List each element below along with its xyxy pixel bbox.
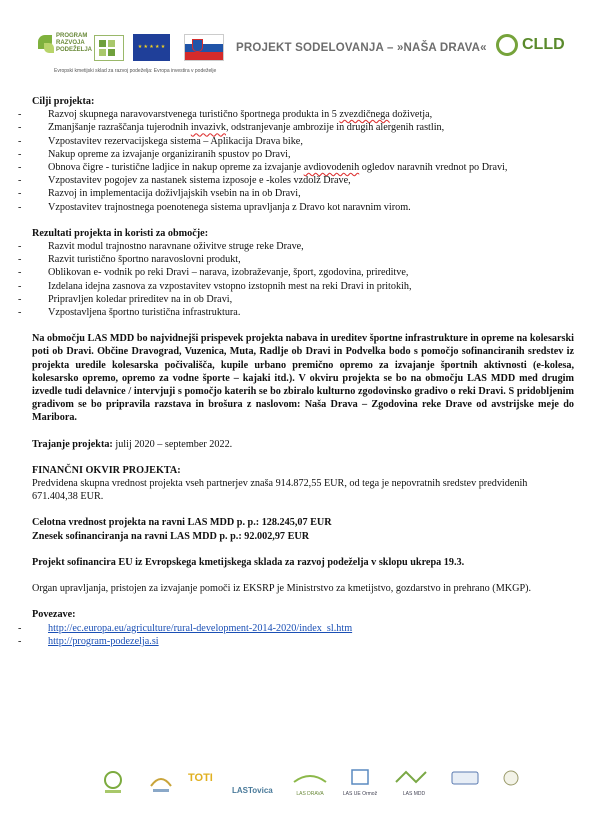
project-summary: Na območju LAS MDD bo najvidnejši prispevek projekta nabava in ureditev športne infrastrukture in opreme na kolesarski poti ob Dravi. Občine Dravograd, Vuzenica, Muta, Radlje ob Dravi in Podvelka bodo s pomočjo sofinanciranih sredstev iz projekta uredile kolesarska počivališča, kupile urbano premično opremo za izvajanje športnih aktivnosti (e-kolesa, kolesarsko opremo, opremo za vodne športe – kajaki itd.). V okviru projekta se bo na območju LAS MDD med drugim izvedle tudi delavnice / intervjuji s pomočjo katerih se bo zbiralo kulturno zgodovinsko gradivo o reki Dravi. S pridobljenim gradivom se bo pripravila razstava in brošura z naslovom: Naša Drava – Zgodovina reke Drave od avstrijske meje do Maribora. (32, 333, 574, 424)
las-ue-ormoz-text: LAS UE Ormož (342, 791, 378, 797)
program-logo-line-1: PROGRAM (56, 33, 88, 39)
list-item: - Vzpostavitev trajnostnega poenotenega sistema upravljanja z Dravo kot naravnim virom. (18, 201, 574, 214)
las-mdd-text: LAS MDD (402, 791, 426, 797)
partner-1-icon (100, 768, 126, 796)
list-item: - Razvoj skupnega naravovarstvenega turistično športnega produkta in 5 zvezdičnega doživetja, (18, 108, 574, 121)
list-item: - Razvit turistično športno naravoslovni produkt, (18, 253, 574, 266)
managing-authority: Organ upravljanja, pristojen za izvajanje pomoči iz EKSRP je Ministrstvo za kmetijstvo, gozdarstvo in prehrano (MKGP). (32, 583, 532, 595)
las-ue-ormoz-icon (340, 768, 380, 786)
links-heading: Povezave: (32, 609, 76, 621)
partner-logo-las-mdd (392, 768, 436, 796)
las-drava-text: LAS DRAVA (296, 791, 324, 797)
eu-flag-icon: ★ ★ ★ ★ ★ (133, 34, 170, 61)
goals-heading: Cilji projekta: (32, 96, 95, 107)
program-logo-line-2: RAZVOJA (56, 40, 85, 46)
link-eu-agriculture[interactable]: http://ec.europa.eu/agriculture/rural-development-2014-2020/index_sl.htm (48, 622, 353, 634)
list-item: - Razvit modul trajnostno naravnane oživitve struge reke Drave, (18, 240, 574, 253)
las-drava-icon (290, 768, 330, 786)
leaf-icon-small (44, 43, 54, 53)
project-title: PROJEKT SODELOVANJA – »NAŠA DRAVA« (236, 42, 487, 54)
list-item: - Zmanjšanje razraščanja tujerodnih invazivk, odstranjevanje ambrozije in drugih alergenih rastlin, (18, 121, 574, 134)
duration (18, 438, 574, 451)
partner-logo-2 (148, 768, 174, 796)
header (0, 28, 590, 78)
program-razvoja-podezelja-logo (38, 33, 93, 65)
duration-value: julij 2020 – september 2022. (112, 438, 233, 450)
document-body (18, 95, 574, 648)
partner-logo-8 (494, 768, 528, 796)
list-item: - Razvoj in implementacija doživljajskih vsebin na in ob Dravi, (18, 187, 574, 200)
list-item: - Pripravljen koledar prireditev na in ob Dravi, (18, 293, 574, 306)
link-program-podezelja[interactable]: http://program-podezelja.si (48, 635, 159, 647)
results-heading: Rezultati projekta in koristi za območje: (32, 227, 209, 239)
list-item: - Nakup opreme za izvajanje organiziranih spustov po Dravi, (18, 148, 574, 161)
list-item: - Oblikovan e- vodnik po reki Dravi – narava, izobraževanje, šport, zgodovina, prireditve, (18, 266, 574, 279)
program-logo-line-3: PODEŽELJA (56, 47, 93, 53)
partner-logo-1 (100, 768, 126, 796)
finance-heading: FINANČNI OKVIR PROJEKTA: (32, 464, 181, 476)
partner-logo-las-drava (290, 768, 330, 796)
finance-text: Predvidena skupna vrednost projekta vseh partnerjev znaša 914.872,55 EUR, od tega je nepovratnih sredstev predvidenih 671.404,38 EUR. (32, 478, 528, 503)
list-item: - Vzpostavljena športno turistična infrastruktura. (18, 306, 574, 319)
list-item: - Obnova čigre - turistične ladjice in nakup opreme za izvajanje avdiovodenih ogledov naravnih vrednot po Dravi, (18, 161, 574, 174)
footer-logos (100, 768, 530, 804)
finance-cofinancing: Znesek sofinanciranja na ravni LAS MDD p. p.: 92.002,97 EUR (32, 530, 310, 542)
clld-symbol-icon (496, 34, 518, 56)
partner-logo-las-ue-ormoz (340, 768, 380, 796)
list-item: - Izdelana idejna zasnova za vzpostavitev vstopno izstopnih mest na reki Dravi in pritokih, (18, 280, 574, 293)
list-item (18, 622, 574, 635)
header-caption: Evropski kmetijski sklad za razvoj podeželja: Evropa investira v podeželje (54, 68, 217, 74)
list-item (18, 635, 574, 648)
leader-logo (94, 35, 124, 61)
clld-text: CLLD (522, 36, 565, 53)
partner-8-icon (494, 768, 528, 792)
partner-logo-toti (188, 768, 224, 796)
partner-logo-7 (448, 768, 482, 796)
results-list (18, 240, 574, 319)
duration-label: Trajanje projekta: (32, 438, 113, 450)
eu-cofinancing-note: Projekt sofinancira EU iz Evropskega kmetijskega sklada za razvoj podeželja v sklopu ukrepa 19.3. (32, 556, 465, 568)
partner-7-icon (448, 768, 482, 792)
partner-2-icon (148, 768, 174, 796)
finance-total: Celotna vrednost projekta na ravni LAS MDD p. p.: 128.245,07 EUR (32, 517, 332, 529)
lastovica-text: LASTovica (232, 786, 273, 795)
partner-logo-lastovica (232, 780, 280, 808)
clld-logo (496, 34, 580, 64)
las-mdd-icon (392, 768, 436, 786)
toti-text: TOTI (188, 772, 213, 784)
list-item: - Vzpostavitev pogojev za nastanek sistema izposoje e -koles vzdolž Drave, (18, 174, 574, 187)
links-list (18, 622, 574, 648)
list-item: - Vzpostavitev rezervacijskega sistema – Aplikacija Drava bike, (18, 135, 574, 148)
slovenia-flag-icon (184, 34, 224, 61)
goals-list (18, 108, 574, 214)
program-logo-text (56, 33, 92, 54)
